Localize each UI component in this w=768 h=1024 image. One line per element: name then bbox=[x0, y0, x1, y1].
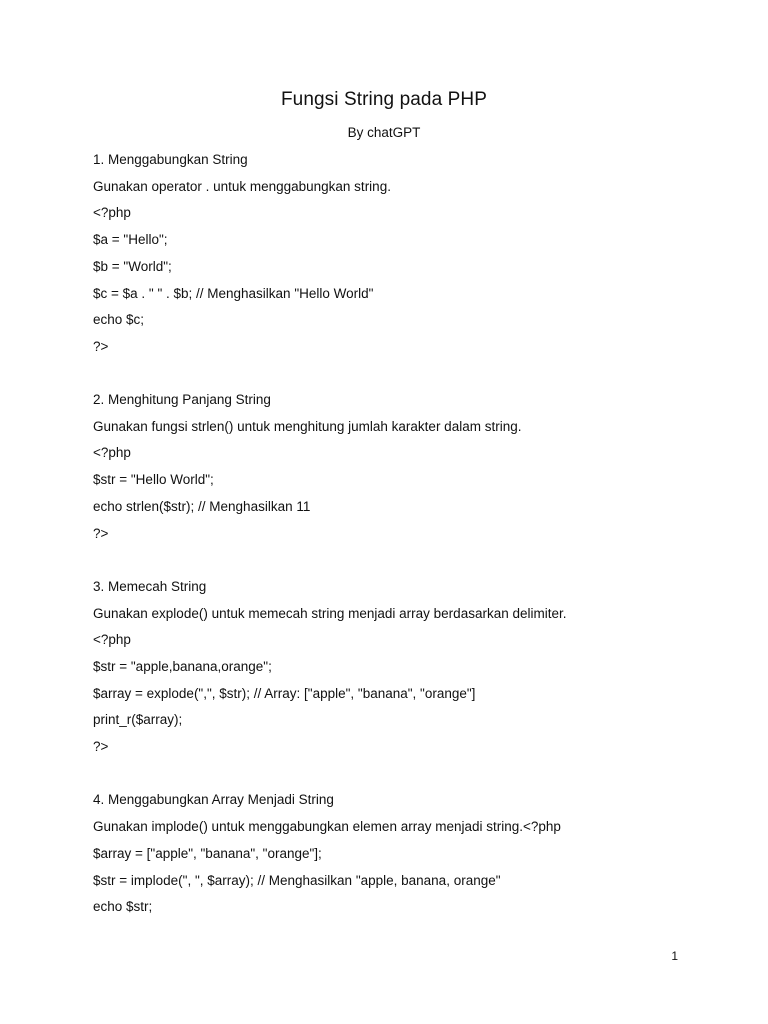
code-line: $str = "Hello World"; bbox=[93, 472, 214, 487]
code-line: <?php bbox=[93, 445, 131, 460]
code-line: $str = "apple,banana,orange"; bbox=[93, 659, 272, 674]
document-byline: By chatGPT bbox=[347, 125, 421, 140]
body-line: Gunakan fungsi strlen() untuk menghitung jumlah karakter dalam string. bbox=[93, 419, 522, 434]
section-heading-2: 2. Menghitung Panjang String bbox=[93, 392, 271, 407]
code-line: $c = $a . " " . $b; // Menghasilkan "Hello World" bbox=[93, 286, 374, 301]
code-line: $array = ["apple", "banana", "orange"]; bbox=[93, 846, 322, 861]
code-line: echo strlen($str); // Menghasilkan 11 bbox=[93, 499, 311, 514]
code-line: $str = implode(", ", $array); // Menghasilkan "apple, banana, orange" bbox=[93, 873, 501, 888]
code-line: echo $c; bbox=[93, 312, 145, 327]
section-heading-3: 3. Memecah String bbox=[93, 579, 207, 594]
code-line: $array = explode(",", $str); // Array: ["apple", "banana", "orange"] bbox=[93, 686, 476, 701]
body-line: Gunakan explode() untuk memecah string menjadi array berdasarkan delimiter. bbox=[93, 606, 567, 621]
code-line: echo $str; bbox=[93, 899, 153, 914]
code-line: $a = "Hello"; bbox=[93, 232, 168, 247]
body-line: Gunakan operator . untuk menggabungkan string. bbox=[93, 179, 391, 194]
code-line: ?> bbox=[93, 339, 109, 354]
code-line: <?php bbox=[93, 205, 131, 220]
code-line: ?> bbox=[93, 526, 109, 541]
code-line: ?> bbox=[93, 739, 109, 754]
body-line: Gunakan implode() untuk menggabungkan elemen array menjadi string.<?php bbox=[93, 819, 561, 834]
page-number: 1 bbox=[671, 949, 678, 963]
section-heading-1: 1. Menggabungkan String bbox=[93, 152, 248, 167]
code-line: $b = "World"; bbox=[93, 259, 172, 274]
code-line: <?php bbox=[93, 632, 131, 647]
section-heading-4: 4. Menggabungkan Array Menjadi String bbox=[93, 792, 334, 807]
document-title: Fungsi String pada PHP bbox=[280, 89, 488, 110]
code-line: print_r($array); bbox=[93, 712, 183, 727]
